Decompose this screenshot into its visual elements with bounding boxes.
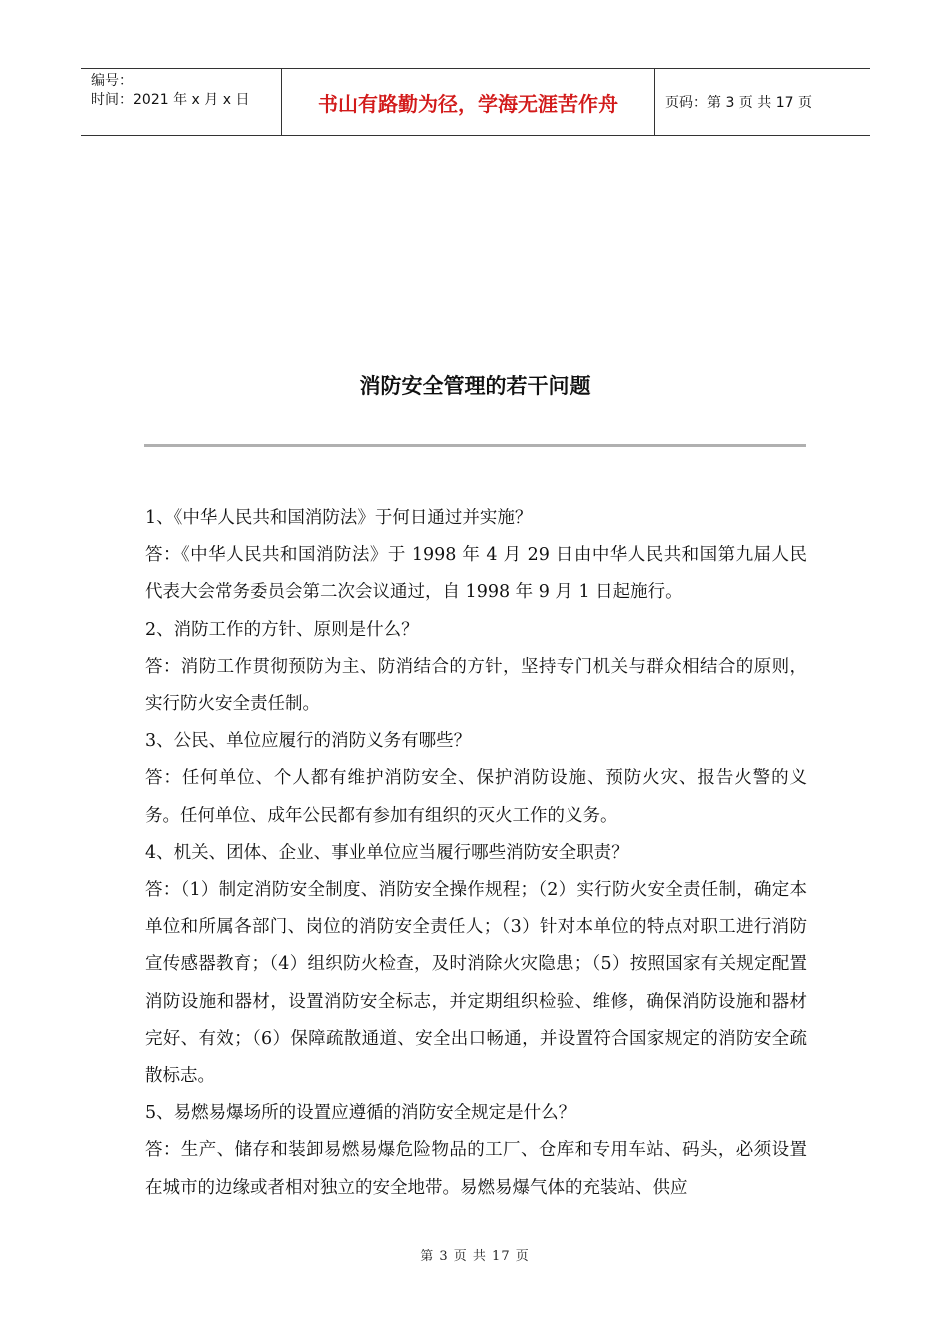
- question-2: 2、消防工作的方针、原则是什么？: [145, 619, 419, 640]
- document-header: [81, 68, 870, 136]
- title-divider: [144, 444, 806, 447]
- question-3: 3、公民、单位应履行的消防义务有哪些？: [145, 731, 472, 752]
- answer-3: 答：任何单位、个人都有维护消防安全、保护消防设施、预防火灾、报告火警的义务。任何单位、成年公民都有参加有组织的灭火工作的义务。: [145, 768, 807, 826]
- answer-5: 答：生产、储存和装卸易燃易爆危险物品的工厂、仓库和专用车站、码头，必须设置在城市的边缘或者相对独立的安全地带。易燃易爆气体的充装站、供应: [145, 1140, 807, 1198]
- answer-1: 答：《中华人民共和国消防法》于 1998 年 4 月 29 日由中华人民共和国第九届人民代表大会常务委员会第二次会议通过，自 1998 年 9 月 1 日起施行。: [145, 545, 807, 603]
- motto-text: 书山有路勤为径，学海无涯苦作舟: [318, 91, 618, 116]
- question-1: 1、《中华人民共和国消防法》于何日通过并实施？: [145, 508, 533, 528]
- header-motto-cell: [282, 69, 655, 135]
- question-4: 4、机关、团体、企业、事业单位应当履行哪些消防安全职责？: [145, 842, 629, 863]
- document-body: [145, 500, 807, 1207]
- time-label: 时间：2021 年 x 月 x 日: [91, 92, 250, 108]
- document-title: 消防安全管理的若干问题: [359, 374, 591, 398]
- number-label: 编号：: [91, 73, 133, 89]
- question-5: 5、易燃易爆场所的设置应遵循的消防安全规定是什么？: [145, 1103, 577, 1124]
- page-info: 页码：第 3 页 共 17 页: [665, 95, 812, 111]
- answer-2: 答：消防工作贯彻预防为主、防消结合的方针，坚持专门机关与群众相结合的原则，实行防火安全责任制。: [145, 656, 807, 715]
- page-footer: 第 3 页 共 17 页: [420, 1249, 530, 1264]
- header-page-cell: [655, 69, 870, 135]
- answer-4: 答：（1）制定消防安全制度、消防安全操作规程；（2）实行防火安全责任制，确定本单位和所属各部门、岗位的消防安全责任人；（3）针对本单位的特点对职工进行消防宣传感器教育；（4）组织防火检查，及时消除火灾隐患；（5）按照国家有关规定配置消防设施和器材，设置消防安全标志，并定期组织检验、维修，确保消防设施和器材完好、有效；（6）保障疏散通道、安全出口畅通，并设置符合国家规定的消防安全疏散标志。: [145, 880, 807, 1087]
- header-meta-cell: [81, 69, 282, 135]
